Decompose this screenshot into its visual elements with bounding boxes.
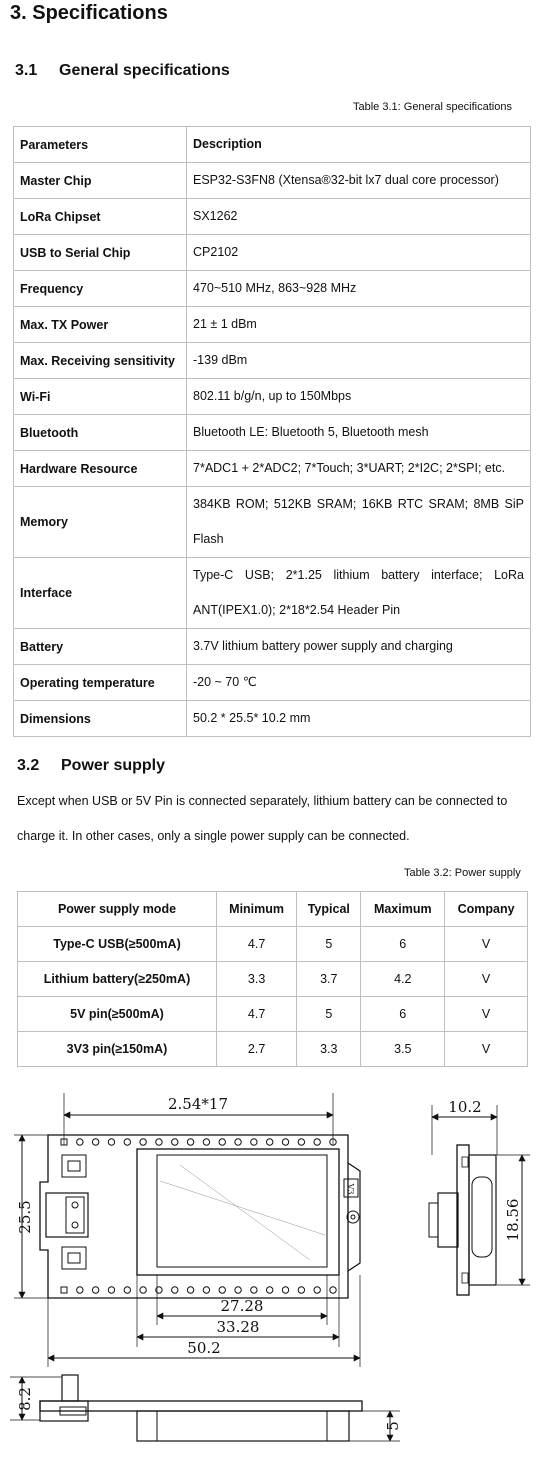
table-header-row <box>14 127 531 163</box>
param-cell: Bluetooth <box>14 415 187 451</box>
param-cell: Operating temperature <box>14 665 187 701</box>
desc-cell: CP2102 <box>187 235 531 271</box>
header-pin <box>267 1287 273 1293</box>
table-row <box>18 1032 528 1067</box>
table-row <box>14 163 531 199</box>
header-pin <box>172 1287 178 1293</box>
header-pin <box>235 1139 241 1145</box>
mode-cell: 3V3 pin(≥150mA) <box>18 1032 217 1067</box>
table-row <box>18 962 528 997</box>
desc-cell: -20 ~ 70 ℃ <box>187 665 531 701</box>
typ-cell: 3.3 <box>297 1032 361 1067</box>
company-cell: V <box>445 927 528 962</box>
header-description: Description <box>187 127 531 163</box>
header-min: Minimum <box>217 892 297 927</box>
dim-bottom-height: 8.2 <box>16 1387 34 1411</box>
general-spec-heading-number: 3.1 <box>15 62 38 79</box>
header-pin <box>187 1139 193 1145</box>
label-v3: V3 <box>346 1183 355 1195</box>
dim-board-length: 50.2 <box>187 1339 221 1357</box>
min-cell: 4.7 <box>217 927 297 962</box>
max-cell: 3.5 <box>361 1032 445 1067</box>
power-supply-paragraph: Except when USB or 5V Pin is connected separately, lithium battery can be connected to charge it. In other cases, only a single power supply can be connected. <box>17 794 508 843</box>
param-cell: USB to Serial Chip <box>14 235 187 271</box>
header-pin <box>124 1287 130 1293</box>
header-pin <box>219 1139 225 1145</box>
general-spec-caption: Table 3.1: General specifications <box>353 101 512 113</box>
desc-cell: SX1262 <box>187 199 531 235</box>
header-pin <box>156 1139 162 1145</box>
param-cell: Interface <box>14 558 187 629</box>
table-row <box>14 271 531 307</box>
power-supply-table <box>17 891 528 1067</box>
header-pin <box>251 1139 257 1145</box>
power-supply-heading-text: Power supply <box>61 757 166 774</box>
header-pin <box>298 1139 304 1145</box>
header-pin <box>77 1139 83 1145</box>
param-cell: Battery <box>14 629 187 665</box>
table-row <box>18 927 528 962</box>
table-row <box>14 701 531 737</box>
header-pin <box>314 1287 320 1293</box>
mode-cell: 5V pin(≥500mA) <box>18 997 217 1032</box>
power-supply-caption: Table 3.2: Power supply <box>404 867 521 879</box>
header-parameters: Parameters <box>14 127 187 163</box>
table-row <box>14 665 531 701</box>
header-pin <box>108 1139 114 1145</box>
param-cell: Dimensions <box>14 701 187 737</box>
desc-cell: 384KB ROM; 512KB SRAM; 16KB RTC SRAM; 8MB SiP Flash <box>187 487 531 558</box>
desc-cell: 7*ADC1 + 2*ADC2; 7*Touch; 3*UART; 2*I2C; 2*SPI; etc. <box>187 451 531 487</box>
table-row <box>14 451 531 487</box>
desc-cell: 470~510 MHz, 863~928 MHz <box>187 271 531 307</box>
header-pin <box>251 1287 257 1293</box>
company-cell: V <box>445 962 528 997</box>
desc-cell: 21 ± 1 dBm <box>187 307 531 343</box>
header-pin <box>282 1287 288 1293</box>
header-pin <box>92 1139 98 1145</box>
header-pin <box>108 1287 114 1293</box>
header-pin <box>172 1139 178 1145</box>
company-cell: V <box>445 997 528 1032</box>
header-pin <box>140 1139 146 1145</box>
param-cell: LoRa Chipset <box>14 199 187 235</box>
param-cell: Master Chip <box>14 163 187 199</box>
dim-display-outer: 33.28 <box>216 1318 260 1336</box>
max-cell: 6 <box>361 997 445 1032</box>
header-pin <box>298 1287 304 1293</box>
header-pin <box>61 1287 67 1293</box>
header-pin <box>92 1287 98 1293</box>
header-pin <box>314 1139 320 1145</box>
header-max: Maximum <box>361 892 445 927</box>
table-row <box>14 379 531 415</box>
min-cell: 2.7 <box>217 1032 297 1067</box>
header-pin <box>282 1139 288 1145</box>
table-row <box>18 997 528 1032</box>
param-cell: Max. TX Power <box>14 307 187 343</box>
max-cell: 6 <box>361 927 445 962</box>
param-cell: Memory <box>14 487 187 558</box>
typ-cell: 5 <box>297 927 361 962</box>
header-mode: Power supply mode <box>18 892 217 927</box>
header-pin <box>203 1287 209 1293</box>
desc-cell: Bluetooth LE: Bluetooth 5, Bluetooth mesh <box>187 415 531 451</box>
min-cell: 4.7 <box>217 997 297 1032</box>
table-row <box>14 199 531 235</box>
desc-cell: ESP32-S3FN8 (Xtensa®32-bit lx7 dual core processor) <box>187 163 531 199</box>
header-pin <box>187 1287 193 1293</box>
max-cell: 4.2 <box>361 962 445 997</box>
header-pin <box>124 1139 130 1145</box>
desc-cell: Type-C USB; 2*1.25 lithium battery interface; LoRa ANT(IPEX1.0); 2*18*2.54 Header Pin <box>187 558 531 629</box>
dim-side-thickness: 10.2 <box>448 1098 482 1116</box>
param-cell: Max. Receiving sensitivity <box>14 343 187 379</box>
table-row <box>14 307 531 343</box>
table-row <box>14 235 531 271</box>
dimension-drawing <box>0 1085 551 1462</box>
dim-height: 25.5 <box>16 1200 34 1234</box>
desc-cell: -139 dBm <box>187 343 531 379</box>
header-company: Company <box>445 892 528 927</box>
desc-cell: 50.2 * 25.5* 10.2 mm <box>187 701 531 737</box>
header-pin <box>267 1139 273 1145</box>
typ-cell: 5 <box>297 997 361 1032</box>
table-row <box>14 558 531 629</box>
general-spec-heading-text: General specifications <box>59 62 230 79</box>
desc-cell: 802.11 b/g/n, up to 150Mbps <box>187 379 531 415</box>
general-spec-table <box>13 126 531 737</box>
mode-cell: Type-C USB(≥500mA) <box>18 927 217 962</box>
header-typ: Typical <box>297 892 361 927</box>
param-cell: Frequency <box>14 271 187 307</box>
dim-side-height: 18.56 <box>504 1198 522 1242</box>
page-title: 3. Specifications <box>10 2 168 24</box>
param-cell: Wi-Fi <box>14 379 187 415</box>
param-cell: Hardware Resource <box>14 451 187 487</box>
header-pin <box>235 1287 241 1293</box>
dim-pitch: 2.54*17 <box>168 1095 228 1113</box>
table-header-row <box>18 892 528 927</box>
desc-cell: 3.7V lithium battery power supply and charging <box>187 629 531 665</box>
table-row <box>14 487 531 558</box>
header-pin <box>219 1287 225 1293</box>
power-supply-heading-number: 3.2 <box>17 757 40 774</box>
header-pin <box>140 1287 146 1293</box>
header-pin <box>77 1287 83 1293</box>
general-spec-heading <box>15 62 230 80</box>
dim-bottom-small: 5 <box>384 1421 402 1431</box>
table-row <box>14 343 531 379</box>
company-cell: V <box>445 1032 528 1067</box>
dim-display-width: 27.28 <box>220 1297 264 1315</box>
mode-cell: Lithium battery(≥250mA) <box>18 962 217 997</box>
power-supply-heading <box>17 757 165 775</box>
table-row <box>14 629 531 665</box>
header-pin <box>203 1139 209 1145</box>
min-cell: 3.3 <box>217 962 297 997</box>
header-pin <box>330 1287 336 1293</box>
table-row <box>14 415 531 451</box>
typ-cell: 3.7 <box>297 962 361 997</box>
